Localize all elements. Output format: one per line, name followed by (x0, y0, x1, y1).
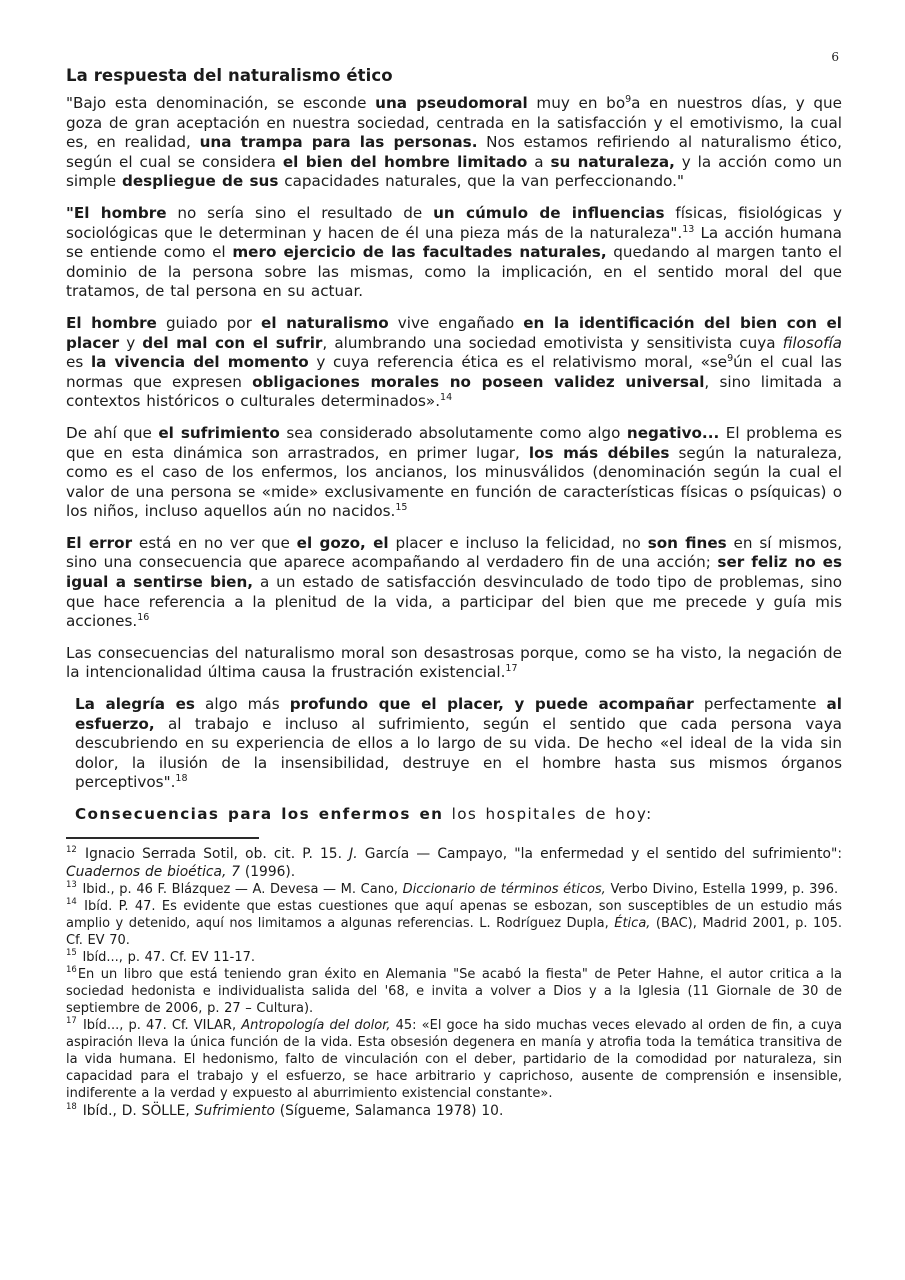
footnote (66, 949, 842, 966)
text-run: García — Campayo, "la enfermedad y el sentido del sufrimiento": (357, 845, 842, 862)
footnote (66, 845, 842, 881)
footnote-number: 13 (66, 880, 77, 891)
footnote-number: 15 (66, 948, 77, 959)
footnote (66, 1102, 842, 1120)
paragraph (66, 695, 842, 793)
superscript: 15 (395, 502, 408, 514)
paragraph (66, 534, 842, 632)
footnote-separator (66, 837, 259, 839)
text-run: el naturalismo (261, 313, 389, 332)
paragraph (66, 644, 842, 683)
text-run: La acción humana se entiende como el (66, 223, 842, 262)
footnote (66, 881, 842, 898)
text-run: físicas, fisiológicas y sociológicas que le determinan y hacen de él una pieza más de la naturaleza". (66, 203, 843, 242)
text-run: quedando al margen tanto el dominio de la persona sobre las mismas, como la implicación, en el sentido moral del que tratamos, de tal persona en su actuar. (66, 243, 842, 301)
text-run: Consecuencias para los enfermos en (75, 805, 444, 823)
text-run: Verbo Divino, Estella 1999, p. 396. (605, 881, 839, 897)
text-run: a (527, 152, 551, 171)
text-run: en sí mismos, sino una consecuencia que aparece acompañando al verdadero fin de una acción; (66, 533, 843, 572)
footnote-number: 16 (66, 965, 77, 976)
paragraph (66, 314, 842, 412)
text-run: una pseudomoral (375, 94, 528, 112)
footnotes-section (66, 845, 842, 1120)
text-run: Diccionario de términos éticos, (402, 881, 606, 897)
footnote (66, 1017, 842, 1102)
paragraph (66, 94, 842, 192)
text-run: Ibíd..., p. 47. Cf. VILAR, (77, 1017, 242, 1033)
text-run: sea considerado absolutamente como algo (279, 423, 627, 442)
text-run: una trampa para las personas. (199, 133, 478, 152)
text-run: está en no ver que (132, 533, 297, 552)
text-run: al esfuerzo, (75, 695, 842, 733)
text-run: vive engañado (388, 313, 524, 332)
page-number: 6 (831, 50, 839, 64)
text-run: Ignacio Serrada Sotil, ob. cit. P. 15. (77, 845, 350, 862)
text-run: Ibíd., D. SÖLLE, (77, 1102, 195, 1119)
text-run: y cuya referencia ética es el relativismo moral, «se (308, 353, 728, 372)
superscript: 14 (440, 392, 453, 404)
text-run: ser feliz no es igual a sentirse bien, (66, 553, 842, 592)
text-run: según la naturaleza, como es el caso de los enfermos, los ancianos, los minusválidos (denominación según la cual el valor de una persona se «mide» exclusivamente en función de características físicas o psíquicas) o los niños, incluso aquellos aún no nacidos. (66, 443, 842, 521)
text-run: La alegría es (75, 695, 195, 714)
text-run: (Sígueme, Salamanca 1978) 10. (274, 1102, 504, 1119)
footnote-number: 14 (66, 897, 77, 908)
text-run: profundo que el placer, y puede acompañar (289, 695, 694, 714)
text-run: Ibíd. P. 47. Es evidente que estas cuestiones que aquí apenas se esbozan, son susceptibles de un estudio más amplio y detenido, aquí nos limitamos a algunas referencias. L. Rodríguez Dupla, (66, 898, 842, 931)
text-run: los más débiles (528, 443, 670, 462)
text-run: algo más (194, 695, 290, 714)
text-run: despliegue de sus (121, 172, 279, 191)
text-run: 45: «El goce ha sido muchas veces elevado al orden de fin, a cuya aspiración lleva la única función de la vida. Esta obsesión degenera en manía y atrofia toda la temática transitiva de la vida humana. El hedonismo, falto de vinculación con el deber, partidario de la comodidad por naturaleza, sin capacidad para el trabajo y el esfuerzo, se hace arbitrario y caprichoso, ausente de comprensión e insensible, indiferente a la verdad y expuesto al aburrimiento existencial constante». (66, 1017, 843, 1101)
superscript: 18 (175, 773, 188, 785)
text-run: a en nuestros días, y que goza de gran aceptación en nuestra sociedad, centrada en la satisfacción y el emotivismo, la cual es, en realidad, (66, 94, 843, 152)
text-run: mero ejercicio de las facultades naturales, (232, 243, 607, 262)
footnote-number: 17 (66, 1016, 77, 1027)
text-run: filosofía (782, 333, 842, 352)
text-run: Nos estamos refiriendo al naturalismo ético, según el cual se considera (66, 133, 843, 171)
text-run: un cúmulo de influencias (433, 203, 665, 222)
paragraph (66, 424, 842, 522)
text-run: no sería sino el resultado de (166, 203, 434, 222)
text-run: El hombre (66, 313, 157, 332)
text-run: y la acción como un simple (66, 152, 843, 191)
text-run: el sufrimiento (158, 423, 280, 442)
text-run: En un libro que está teniendo gran éxito en Alemania "Se acabó la fiesta" de Peter Hahne, el autor critica a la sociedad hedonista e individualista salida del '68, e invita a volver a Dios y a la Iglesia (11 Giornale de 30 de septiembre de 2006, p. 27 – Cultura). (66, 966, 842, 1016)
text-run: es (66, 353, 91, 372)
text-run: "El hombre (66, 203, 167, 222)
text-run: guiado por (156, 313, 262, 332)
text-run: placer e incluso la felicidad, no (388, 533, 648, 552)
text-run: capacidades naturales, que la van perfeccionando." (278, 172, 684, 191)
text-run: la vivencia del momento (90, 353, 309, 372)
text-run: Las consecuencias del naturalismo moral son desastrosas porque, como se ha visto, la negación de la intencionalidad última causa la frustración existencial. (66, 643, 842, 682)
text-run: , alumbrando una sociedad emotivista y sensitivista cuya (322, 333, 783, 352)
text-run: del mal con el sufrir (142, 333, 323, 352)
text-run: negativo... (626, 423, 720, 442)
text-run: De ahí que (66, 423, 159, 442)
footnote (66, 898, 842, 949)
text-run: perfectamente (693, 695, 827, 714)
superscript: 9 (625, 93, 632, 105)
text-run: Ética, (614, 915, 651, 931)
text-run: en la identificación del bien con el placer (66, 313, 842, 352)
text-run: , sino limitada a contextos históricos o culturales determinados». (66, 372, 842, 411)
text-run: Cuadernos de bioética, 7 (66, 863, 240, 880)
text-run: obligaciones morales no poseen validez universal (252, 372, 705, 391)
body-paragraphs (66, 94, 842, 825)
superscript: 9 (727, 353, 734, 365)
text-run: a un estado de satisfacción desvinculado de todo tipo de problemas, sino que hace referencia a la plenitud de la vida, a participar del bien que me precede y guía mis acciones. (66, 573, 842, 631)
footnote (66, 966, 842, 1017)
text-run: (BAC), Madrid 2001, p. 105. Cf. EV 70. (66, 915, 842, 948)
page-title: La respuesta del naturalismo ético (66, 66, 393, 85)
text-run: ún el cual las normas que expresen (66, 353, 842, 391)
text-run: su naturaleza, (550, 152, 675, 171)
superscript: 16 (137, 612, 150, 624)
text-run: (1996). (240, 863, 296, 880)
text-run: el bien del hombre limitado (282, 152, 528, 171)
footnote-number: 18 (66, 1102, 77, 1112)
text-run: Ibid., p. 46 F. Blázquez — A. Devesa — M. Cano, (77, 881, 403, 897)
text-run: "Bajo esta denominación, se esconde (66, 94, 376, 112)
text-run: al trabajo e incluso al sufrimiento, según el sentido que cada persona vaya descubriendo en su experiencia de ellos a lo largo de su vida. De hecho «el ideal de la vida sin dolor, la ilusión de la insensibilidad, destruye en el hombre hasta sus mismos órganos perceptivos". (75, 714, 842, 792)
text-run: El error (66, 533, 133, 552)
paragraph (66, 805, 842, 825)
superscript: 17 (505, 663, 518, 675)
superscript: 13 (682, 223, 695, 235)
footnote-number: 12 (66, 845, 77, 855)
text-run: son fines (647, 533, 727, 552)
text-run: muy en bo (527, 94, 626, 112)
text-run: Antropología del dolor, (241, 1017, 391, 1033)
text-run: J. (349, 845, 358, 862)
text-run: el gozo, el (296, 533, 389, 552)
text-run: los hospitales de hoy: (443, 805, 653, 823)
text-run: Sufrimiento (194, 1102, 275, 1119)
text-run: Ibíd..., p. 47. Cf. EV 11-17. (77, 949, 256, 965)
paragraph (66, 204, 842, 302)
text-run: El problema es que en esta dinámica son arrastrados, en primer lugar, (66, 423, 843, 462)
text-run: y (119, 333, 143, 352)
